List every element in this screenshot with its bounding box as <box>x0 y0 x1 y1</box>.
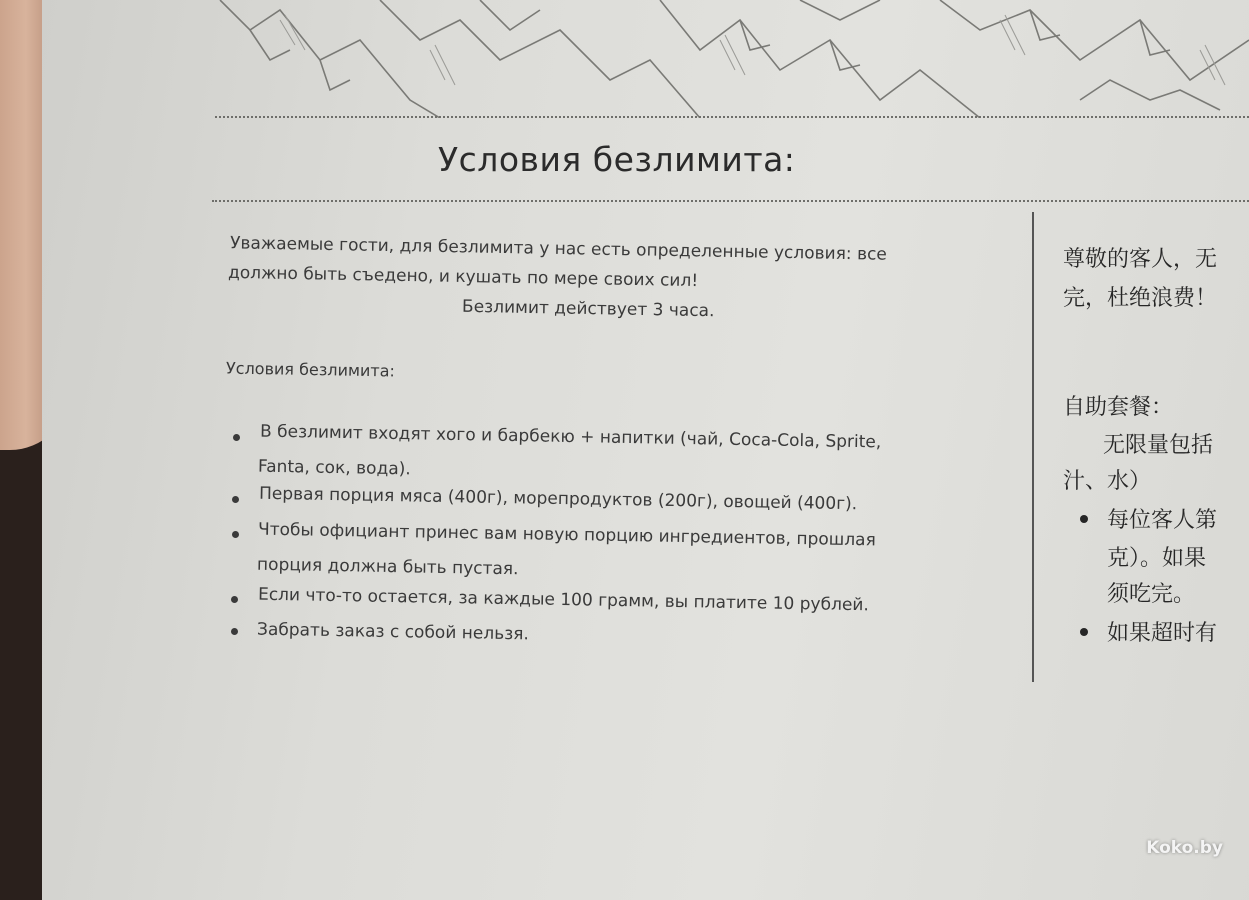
bullet-1-dot <box>233 434 240 441</box>
bullet-4-line-1: Если что-то остается, за каждые 100 грамм, вы платите 10 рублей. <box>257 584 870 616</box>
cn-bullet-2-dot <box>1080 628 1088 636</box>
intro-line-2: должно быть съедено, и кушать по мере своих сил! <box>227 262 699 292</box>
cn-intro-line-1: 尊敬的客人，无 <box>1063 247 1218 272</box>
menu-paper <box>42 0 1249 900</box>
cn-line-2: 汁、水） <box>1063 469 1152 494</box>
bullet-3-line-2: порция должна быть пустая. <box>256 554 519 580</box>
watermark: Koko.by <box>1146 838 1223 858</box>
bullet-3-line-1: Чтобы официант принес вам новую порцию ингредиентов, прошлая <box>257 519 876 551</box>
top-divider <box>215 116 1249 118</box>
bullet-5-line-1: Забрать заказ с собой нельзя. <box>256 619 530 645</box>
bullet-3-dot <box>232 531 239 538</box>
cn-bullet-1-line-2: 克）。如果 <box>1107 546 1207 571</box>
bullet-4-dot <box>231 596 238 603</box>
cn-bullet-1-dot <box>1080 515 1088 523</box>
cn-line-1: 无限量包括 <box>1103 433 1214 458</box>
cn-bullet-1-line-3: 须吃完。 <box>1107 582 1196 607</box>
cn-bullet-2-line-1: 如果超时有 <box>1107 621 1218 646</box>
conditions-heading: Условия безлимита: <box>225 358 396 381</box>
intro-line-1: Уважаемые гости, для безлимита у нас есть определенные условия: все <box>229 233 888 265</box>
mountains-illustration <box>180 0 1249 118</box>
page-title: Условия безлимита: <box>438 140 796 179</box>
bullet-5-dot <box>231 628 238 635</box>
bullet-2-line-1: Первая порция мяса (400г), морепродуктов (200г), овощей (400г). <box>258 483 858 515</box>
bullet-2-dot <box>232 496 239 503</box>
bullet-1-line-2: Fanta, сок, вода). <box>257 456 411 480</box>
cn-bullet-1-line-1: 每位客人第 <box>1107 508 1218 533</box>
duration-text: Безлимит действует 3 часа. <box>461 296 715 322</box>
cn-heading: 自助套餐： <box>1063 395 1174 420</box>
cn-intro-line-2: 完，杜绝浪费！ <box>1063 286 1218 311</box>
column-divider <box>1032 212 1034 682</box>
title-divider <box>212 200 1249 202</box>
bullet-1-line-1: В безлимит входят хого и барбекю + напитки (чай, Coca-Cola, Sprite, <box>259 421 882 453</box>
